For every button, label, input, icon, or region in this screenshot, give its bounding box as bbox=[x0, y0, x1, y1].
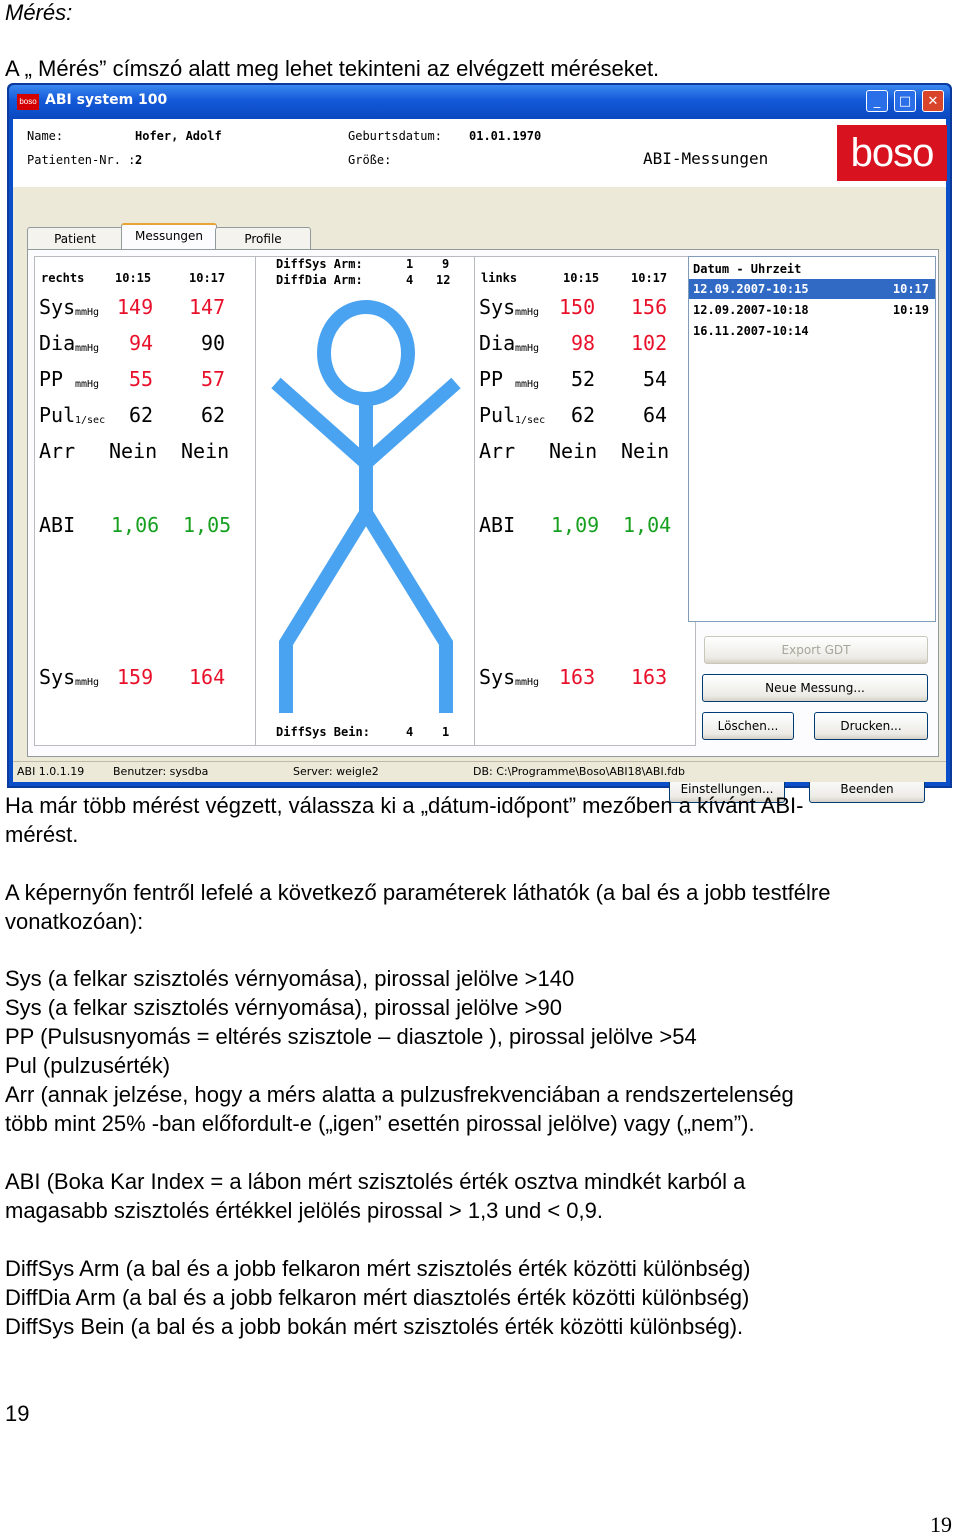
right-header: rechts bbox=[41, 271, 85, 285]
export-gdt-button[interactable]: Export GDT bbox=[704, 636, 928, 664]
diffsys-arm-a: 1 bbox=[406, 257, 414, 271]
list-item-date: 16.11.2007-10:14 bbox=[693, 324, 809, 338]
right-leg-sys-1: 159 bbox=[117, 665, 154, 689]
left-side-panel bbox=[474, 256, 696, 746]
doc-heading: Mérés: bbox=[5, 0, 73, 25]
patient-nr-label: Patienten-Nr. : bbox=[27, 153, 136, 167]
title-bar bbox=[9, 85, 950, 119]
right-time-1: 10:15 bbox=[115, 271, 152, 285]
dia-label: Dia bbox=[479, 331, 516, 355]
mmhg-unit: mmHg bbox=[75, 677, 100, 688]
pp-label: PP bbox=[479, 367, 504, 391]
paragraph-diff: DiffSys Arm (a bal és a jobb felkaron mért szisztolés érték közötti különbség) DiffDia Arm (a bal és a jobb felkaron mért diasztolés érték közötti különbség) DiffSys Bein (a bal és a jobb bokán mért szisztolés érték közötti különbség). bbox=[5, 1256, 751, 1339]
left-dia-1: 98 bbox=[571, 331, 596, 355]
maximize-button[interactable]: □ bbox=[894, 90, 916, 112]
leg-sys-label: Sys bbox=[39, 665, 76, 689]
doc-intro: A „ Mérés” címszó alatt meg lehet tekinteni az elvégzett méréseket. bbox=[5, 56, 660, 81]
client-area bbox=[13, 119, 946, 796]
right-leg-sys-2: 164 bbox=[189, 665, 226, 689]
left-abi-2: 1,04 bbox=[623, 513, 672, 537]
pul-label: Pul bbox=[39, 403, 76, 427]
right-arr-1: Nein bbox=[109, 439, 158, 463]
new-measurement-button[interactable]: Neue Messung... bbox=[702, 674, 928, 702]
left-pp-2: 54 bbox=[643, 367, 668, 391]
abi-label: ABI bbox=[479, 513, 516, 537]
pp-label: PP bbox=[39, 367, 64, 391]
diffsys-bein-b: 1 bbox=[442, 725, 450, 739]
name-label: Name: bbox=[27, 129, 64, 143]
mmhg-unit: mmHg bbox=[75, 307, 100, 318]
tab-profile[interactable]: Profile bbox=[215, 227, 311, 249]
paragraph-select: Ha már több mérést végzett, válassza ki a „dátum-időpont” mezőben a kívánt ABI- mérést. bbox=[5, 793, 804, 847]
arr-label: Arr bbox=[39, 439, 76, 463]
figure-head bbox=[324, 307, 408, 399]
left-time-2: 10:17 bbox=[631, 271, 668, 285]
right-pp-1: 55 bbox=[129, 367, 154, 391]
diffdia-arm-label: DiffDia Arm: bbox=[276, 273, 363, 287]
list-item-date: 12.09.2007-10:15 bbox=[693, 282, 809, 296]
right-pul-1: 62 bbox=[129, 403, 154, 427]
left-arr-1: Nein bbox=[549, 439, 598, 463]
dob-label: Geburtsdatum: bbox=[348, 129, 442, 143]
diffsys-arm-b: 9 bbox=[442, 257, 450, 271]
height-label: Größe: bbox=[348, 153, 392, 167]
left-abi-1: 1,09 bbox=[551, 513, 600, 537]
right-pul-2: 62 bbox=[201, 403, 226, 427]
settings-button[interactable]: Einstellungen... bbox=[669, 775, 785, 803]
left-pp-1: 52 bbox=[571, 367, 596, 391]
mmhg-unit: mmHg bbox=[515, 379, 540, 390]
dia-label: Dia bbox=[39, 331, 76, 355]
right-dia-1: 94 bbox=[129, 331, 154, 355]
list-header-label: Datum - Uhrzeit bbox=[693, 262, 802, 276]
right-dia-2: 90 bbox=[201, 331, 226, 355]
mmhg-unit: mmHg bbox=[515, 307, 540, 318]
left-dia-2: 102 bbox=[631, 331, 668, 355]
abi-window bbox=[7, 83, 952, 796]
status-version: ABI 1.0.1.19 bbox=[17, 765, 85, 778]
window-title: ABI system 100 bbox=[45, 92, 168, 108]
patient-nr-value: 2 bbox=[135, 153, 143, 167]
right-side-panel bbox=[34, 256, 256, 746]
measurement-panel bbox=[27, 249, 939, 757]
mmhg-unit: mmHg bbox=[75, 343, 100, 354]
diffsys-bein-a: 4 bbox=[406, 725, 414, 739]
section-title: ABI-Messungen bbox=[643, 149, 769, 168]
list-item[interactable] bbox=[689, 321, 935, 341]
left-leg-sys-2: 163 bbox=[631, 665, 668, 689]
parameter-list: Sys (a felkar szisztolés vérnyomása), pirossal jelölve >140 Sys (a felkar szisztolés vérnyomása), pirossal jelölve >90 PP (Pulsusnyomás = eltérés szisztole – diasztole ), pirossal jelölve >54 Pul (pulzusérték) Arr (annak jelzése, hogy a mérs alatta a pulzusfrekvenciában a rendszertelenség több mint 25% -ban előfordult-e („igen” esettén pirossal jelölve) vagy („nem”). bbox=[5, 966, 794, 1136]
name-value: Hofer, Adolf bbox=[135, 129, 222, 143]
diffdia-arm-a: 4 bbox=[406, 273, 414, 287]
left-arr-2: Nein bbox=[621, 439, 670, 463]
abi-label: ABI bbox=[39, 513, 76, 537]
pul-label: Pul bbox=[479, 403, 516, 427]
list-header bbox=[689, 259, 935, 279]
left-pul-1: 62 bbox=[571, 403, 596, 427]
status-server: Server: weigle2 bbox=[293, 765, 379, 778]
list-item-date: 12.09.2007-10:18 bbox=[693, 303, 809, 317]
sys-label: Sys bbox=[479, 295, 516, 319]
right-arr-2: Nein bbox=[181, 439, 230, 463]
diffsys-bein-label: DiffSys Bein: bbox=[276, 725, 370, 739]
per-sec-unit: 1/sec bbox=[75, 415, 106, 426]
leg-sys-label: Sys bbox=[479, 665, 516, 689]
right-pp-2: 57 bbox=[201, 367, 226, 391]
print-button[interactable]: Drucken... bbox=[814, 712, 928, 740]
arr-label: Arr bbox=[479, 439, 516, 463]
paragraph-abi: ABI (Boka Kar Index = a lábon mért szisztolés érték osztva mindkét karból a magasabb szisztolés értékkel jelölés pirossal > 1,3 und < 0,9. bbox=[5, 1169, 746, 1223]
right-sys-1: 149 bbox=[117, 295, 154, 319]
patient-header bbox=[13, 119, 946, 187]
left-sys-1: 150 bbox=[559, 295, 596, 319]
diffdia-arm-b: 12 bbox=[436, 273, 451, 287]
tab-messungen[interactable]: Messungen bbox=[121, 223, 217, 250]
measurement-list bbox=[688, 256, 936, 622]
list-item-time: 10:19 bbox=[892, 303, 929, 317]
status-bar bbox=[13, 761, 946, 782]
list-item[interactable] bbox=[689, 279, 935, 299]
page-number-right: 19 bbox=[930, 1512, 952, 1537]
list-item-time: 10:17 bbox=[892, 282, 929, 296]
boso-logo: boso bbox=[837, 125, 947, 181]
sys-label: Sys bbox=[39, 295, 76, 319]
paragraph-params: A képernyőn fentről lefelé a következő paraméterek láthatók (a bal és a jobb testfélre vonatkozóan): bbox=[5, 880, 831, 934]
mmhg-unit: mmHg bbox=[75, 379, 100, 390]
per-sec-unit: 1/sec bbox=[515, 415, 546, 426]
left-pul-2: 64 bbox=[643, 403, 668, 427]
right-abi-1: 1,06 bbox=[111, 513, 160, 537]
status-user: Benutzer: sysdba bbox=[113, 765, 209, 778]
left-header: links bbox=[481, 271, 518, 285]
right-sys-2: 147 bbox=[189, 295, 226, 319]
stick-figure bbox=[256, 293, 474, 717]
dob-value: 01.01.1970 bbox=[469, 129, 542, 143]
right-time-2: 10:17 bbox=[189, 271, 226, 285]
close-button[interactable]: ✕ bbox=[922, 90, 944, 112]
diffsys-arm-label: DiffSys Arm: bbox=[276, 257, 363, 271]
figure-panel bbox=[256, 256, 474, 746]
quit-button[interactable]: Beenden bbox=[809, 775, 925, 803]
mmhg-unit: mmHg bbox=[515, 343, 540, 354]
delete-button[interactable]: Löschen... bbox=[702, 712, 794, 740]
page-number-left: 19 bbox=[5, 1401, 30, 1426]
left-leg-sys-1: 163 bbox=[559, 665, 596, 689]
tab-patient[interactable]: Patient bbox=[27, 227, 123, 249]
mmhg-unit: mmHg bbox=[515, 677, 540, 688]
figure-legs bbox=[286, 513, 446, 713]
left-sys-2: 156 bbox=[631, 295, 668, 319]
right-abi-2: 1,05 bbox=[183, 513, 232, 537]
list-item[interactable] bbox=[689, 300, 935, 320]
left-time-1: 10:15 bbox=[563, 271, 600, 285]
minimize-button[interactable]: _ bbox=[866, 90, 888, 112]
app-icon: boso bbox=[17, 94, 39, 110]
status-db: DB: C:\Programme\Boso\ABI18\ABI.fdb bbox=[473, 765, 686, 778]
